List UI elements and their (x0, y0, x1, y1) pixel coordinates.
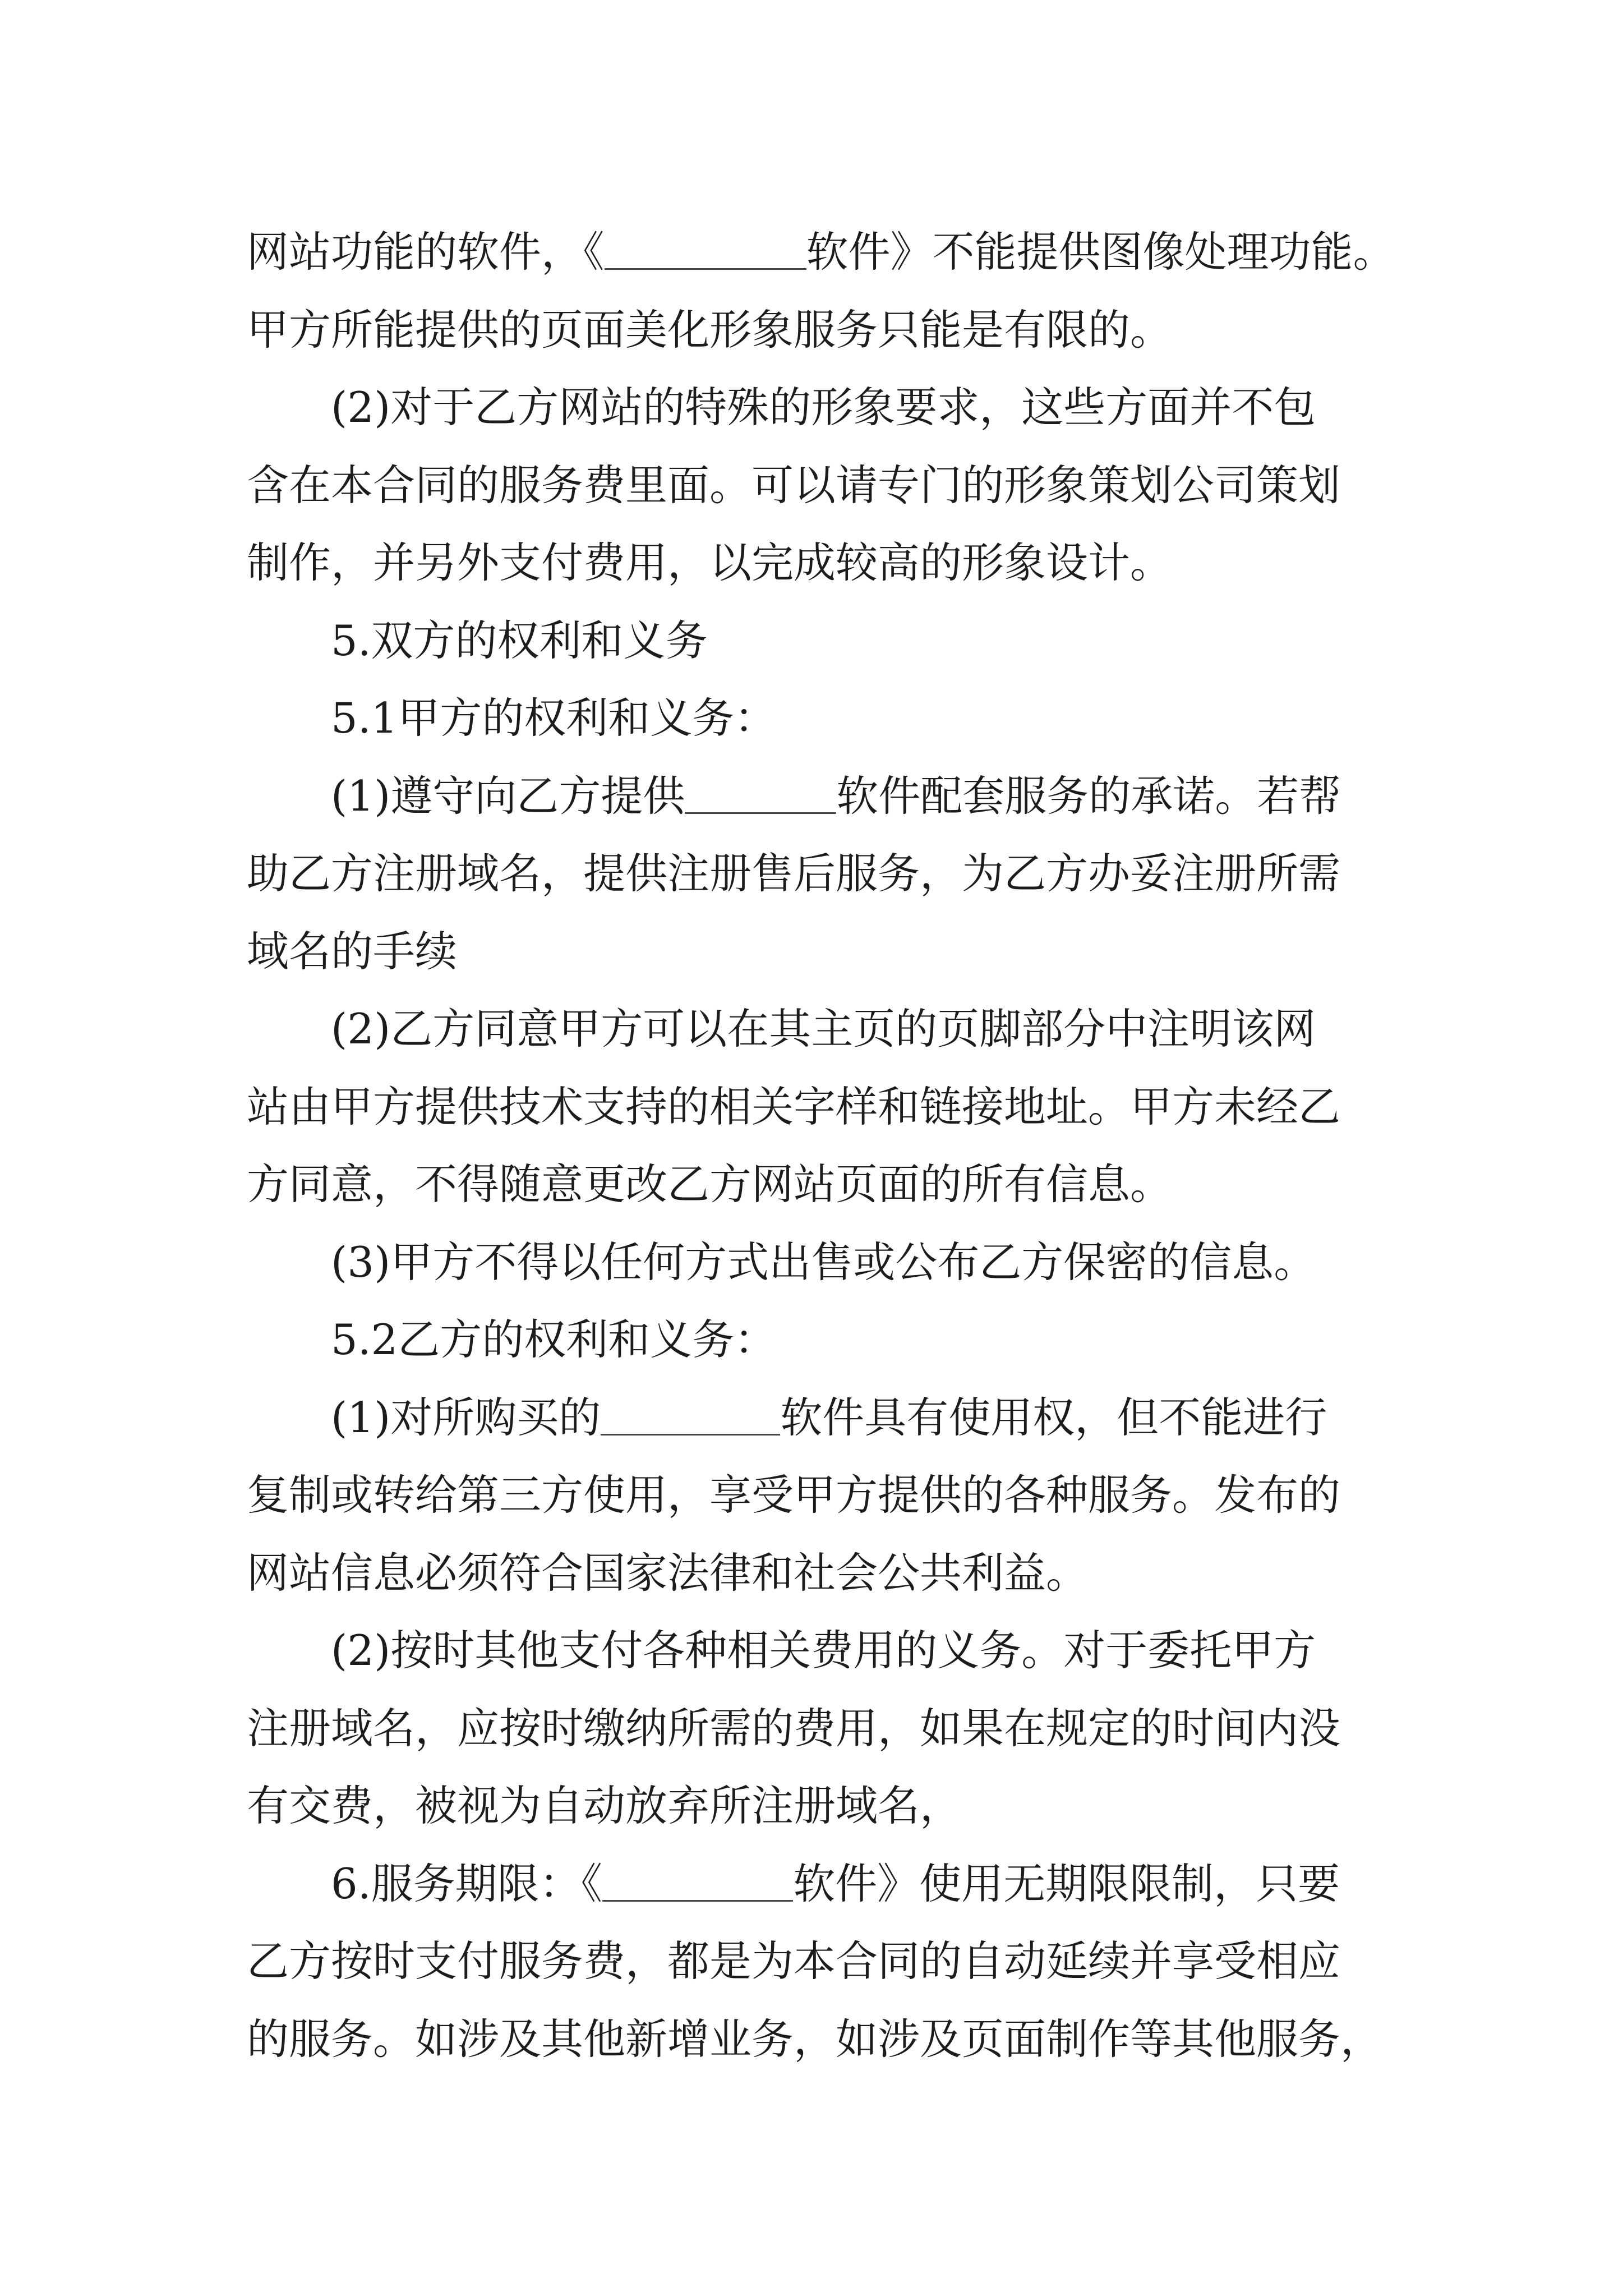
text-line-11: (2)乙方同意甲方可以在其主页的页脚部分中注明该网 (331, 1004, 1316, 1053)
fill-in-blank (605, 231, 806, 270)
text-line-17: 复制或转给第三方使用，享受甲方提供的各种服务。发布的 (247, 1470, 1341, 1520)
line-8-post: 软件配套服务的承诺。若帮 (836, 771, 1341, 821)
text-line-4: 含在本合同的服务费里面。可以请专门的形象策划公司策划 (247, 460, 1341, 510)
text-line-21: 有交费，被视为自动放弃所注册域名， (247, 1781, 962, 1830)
document-body (247, 213, 1395, 2078)
fill-in-blank (685, 775, 836, 814)
text-line-20: 注册域名，应按时缴纳所需的费用，如果在规定的时间内没 (247, 1703, 1341, 1753)
text-line-2: 甲方所能提供的页面美化形象服务只能是有限的。 (247, 305, 1173, 355)
line-16-pre: (1)对所购买的 (331, 1392, 601, 1442)
text-line-24: 的服务。如涉及其他新增业务，如涉及页面制作等其他服务， (247, 2014, 1383, 2064)
text-line-10: 域名的手续 (247, 926, 458, 976)
section-heading-5: 5.双方的权利和义务 (331, 615, 708, 665)
text-line-19: (2)按时其他支付各种相关费用的义务。对于委托甲方 (331, 1626, 1316, 1675)
text-line-3: (2)对于乙方网站的特殊的形象要求，这些方面并不包 (331, 383, 1316, 432)
text-line-9: 助乙方注册域名，提供注册售后服务，为乙方办妥注册所需 (247, 849, 1341, 898)
line-16-post: 软件具有使用权，但不能进行 (780, 1392, 1327, 1442)
line-22-pre: 6.服务期限：《 (331, 1858, 603, 1908)
section-heading-6 (247, 1845, 1391, 1923)
section-heading-5-2: 5.2乙方的权利和义务： (331, 1315, 777, 1364)
text-line-1 (247, 213, 1395, 291)
text-line-14: (3)甲方不得以任何方式出售或公布乙方保密的信息。 (331, 1237, 1316, 1287)
line-22-post: 软件》使用无期限限制，只要 (793, 1858, 1340, 1908)
line-8-pre: (1)遵守向乙方提供 (331, 771, 685, 821)
text-line-16 (247, 1379, 1391, 1457)
line-1-pre: 网站功能的软件，《 (247, 227, 605, 277)
fill-in-blank (601, 1397, 780, 1435)
line-1-post: 软件》不能提供图像处理功能。 (806, 227, 1395, 277)
fill-in-blank (602, 1863, 793, 1902)
text-line-13: 方同意，不得随意更改乙方网站页面的所有信息。 (247, 1159, 1173, 1209)
text-line-18: 网站信息必须符合国家法律和社会公共利益。 (247, 1548, 1089, 1598)
text-line-5: 制作，并另外支付费用，以完成较高的形象设计。 (247, 538, 1173, 587)
text-line-12: 站由甲方提供技术支持的相关字样和链接地址。甲方未经乙 (247, 1082, 1341, 1131)
section-heading-5-1: 5.1甲方的权利和义务： (331, 693, 777, 743)
text-line-23: 乙方按时支付服务费，都是为本合同的自动延续并享受相应 (247, 1936, 1341, 1986)
text-line-8 (247, 757, 1391, 835)
